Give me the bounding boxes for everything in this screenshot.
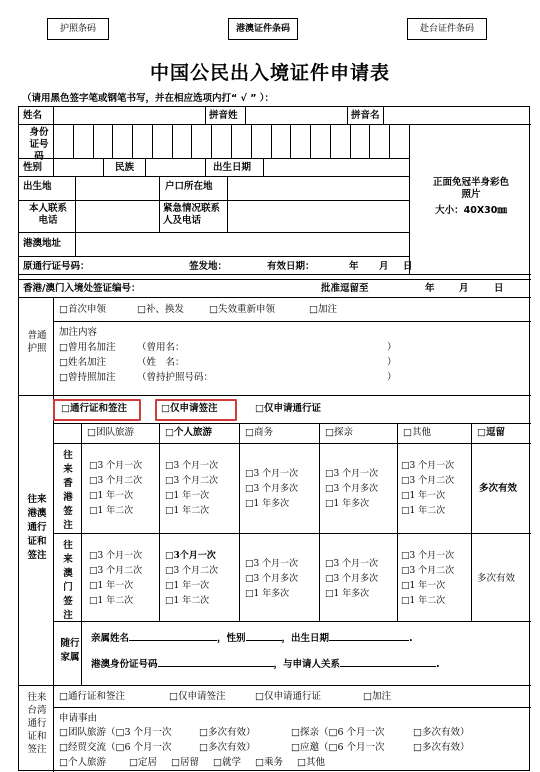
endorse-former-passport-hint: （曾持护照号码： <box>137 372 214 383</box>
valid-day: 日 <box>403 261 413 272</box>
mo-business-options[interactable]: □3 个月一次 □3 个月多次 □1 年多次 <box>245 559 299 599</box>
id-digit-divider <box>93 124 94 158</box>
taiwan-barcode-box: 赴台证件条码 <box>407 18 487 40</box>
col-business[interactable]: □商务 <box>245 427 273 438</box>
name-label: 姓名 <box>23 110 43 121</box>
id-digit-divider <box>369 124 370 158</box>
reason-individual-tour[interactable]: □个人旅游 <box>59 757 106 768</box>
id-digit-divider <box>271 124 272 158</box>
prev-permit-label: 原通行证号码： <box>23 261 90 272</box>
id-digit-divider <box>290 124 291 158</box>
phone-label: 本人联系电话 <box>28 203 67 226</box>
birth-date-label: 出生日期 <box>213 162 252 173</box>
approved-until-label: 批准逗留至 <box>321 283 369 294</box>
valid-date-label: 有效日期： <box>267 261 315 272</box>
passport-option-first[interactable]: □首次申领 <box>59 304 106 315</box>
reason-settle[interactable]: □定居 <box>129 757 157 768</box>
hkmo-barcode-box: 港澳证件条码 <box>228 18 298 40</box>
accompanying-family-label: 随行家属 <box>60 638 80 663</box>
valid-month: 月 <box>379 261 389 272</box>
hk-stay-multiple[interactable]: 多次有效 <box>479 483 518 494</box>
approved-day: 日 <box>494 283 504 294</box>
hukou-label: 户口所在地 <box>165 181 213 192</box>
id-digit-divider <box>389 124 390 158</box>
endorse-former-name-close: ） <box>387 342 397 353</box>
col-family-visit[interactable]: □探亲 <box>325 427 353 438</box>
reason-trade-multi[interactable]: □多次有效） <box>199 742 256 753</box>
id-digit-divider <box>132 124 133 158</box>
hkmo-address-label: 港澳地址 <box>23 238 62 249</box>
id-digit-divider <box>350 124 351 158</box>
taiwan-type-endorse[interactable]: □加注 <box>363 691 391 702</box>
form-instruction: （请用黑色签字笔或钢笔书写，并在相应选项内打“ √ ” ）： <box>22 93 274 104</box>
passport-barcode-box: 护照条码 <box>47 18 109 40</box>
endorse-name-close: ） <box>387 357 397 368</box>
hkmo-section-label: 往来港澳通行证和签注 <box>27 494 47 561</box>
hkmo-type-visa-only[interactable]: □仅申请签注 <box>161 403 218 414</box>
id-digit-divider <box>112 124 113 158</box>
taiwan-type-permit-visa[interactable]: □通行证和签注 <box>59 691 125 702</box>
hk-group-options[interactable]: □3 个月一次 □3 个月二次 □1 年一次 □1 年二次 <box>89 461 143 516</box>
emergency-contact-label: 紧急情况联系人及电话 <box>163 203 221 226</box>
reason-crew[interactable]: □乘务 <box>255 757 283 768</box>
id-digit-divider <box>330 124 331 158</box>
passport-option-endorse[interactable]: □加注 <box>309 304 337 315</box>
approved-month: 月 <box>459 283 469 294</box>
pinyin-given-label: 拼音名 <box>351 110 380 121</box>
mo-other-options[interactable]: □3 个月一次 □3 个月二次 □1 年一次 □1 年二次 <box>401 551 455 606</box>
mo-family-options[interactable]: □3 个月一次 □3 个月多次 □1 年多次 <box>325 559 379 599</box>
reason-study[interactable]: □就学 <box>213 757 241 768</box>
hk-other-options[interactable]: □3 个月一次 □3 个月二次 □1 年一次 □1 年二次 <box>401 461 455 516</box>
col-individual-tour[interactable]: □个人旅游 <box>165 427 212 438</box>
col-stay[interactable]: □逗留 <box>477 427 505 438</box>
id-digit-divider <box>152 124 153 158</box>
reason-invited[interactable]: □应邀（□6 个月一次 <box>291 742 385 753</box>
hk-business-options[interactable]: □3 个月一次 □3 个月多次 □1 年多次 <box>245 469 299 509</box>
highlight-box <box>53 399 141 421</box>
endorse-former-passport-close: ） <box>387 372 397 383</box>
passport-option-reissue[interactable]: □失效重新申领 <box>209 304 275 315</box>
endorse-name-hint: （姓 名： <box>137 357 185 368</box>
id-digit-divider <box>231 124 232 158</box>
form-title: 中国公民出入境证件申请表 <box>149 62 390 84</box>
reason-trade[interactable]: □经贸交流（□6 个月一次 <box>59 742 172 753</box>
pinyin-surname-label: 拼音姓 <box>209 110 238 121</box>
reason-group-tour[interactable]: □团队旅游（□3 个月一次 <box>59 727 172 738</box>
id-digit-divider <box>251 124 252 158</box>
family-line-1[interactable]: 亲属姓名 ，性别 ，出生日期 . <box>91 633 413 644</box>
endorse-former-name-hint: （曾用名： <box>137 342 185 353</box>
passport-option-replace[interactable]: □补、换发 <box>137 304 184 315</box>
photo-size-label: 大小：40X30㎜ <box>435 205 507 216</box>
reason-reside[interactable]: □居留 <box>171 757 199 768</box>
reason-other[interactable]: □其他 <box>297 757 325 768</box>
mo-visa-label: 往来澳门签注 <box>63 540 73 621</box>
approved-year: 年 <box>425 283 435 294</box>
id-digit-divider <box>191 124 192 158</box>
col-other[interactable]: □其他 <box>403 427 431 438</box>
valid-year: 年 <box>349 261 359 272</box>
reason-invited-multi[interactable]: □多次有效） <box>413 742 470 753</box>
reason-group-tour-multi[interactable]: □多次有效） <box>199 727 256 738</box>
id-digit-divider <box>211 124 212 158</box>
hk-family-options[interactable]: □3 个月一次 □3 个月多次 □1 年多次 <box>325 469 379 509</box>
birthplace-label: 出生地 <box>23 181 52 192</box>
taiwan-type-visa-only[interactable]: □仅申请签注 <box>169 691 226 702</box>
gender-label: 性别 <box>23 162 43 173</box>
hk-individual-options[interactable]: □3 个月一次 □3 个月二次 □1 年一次 □1 年二次 <box>165 461 219 516</box>
highlight-box <box>155 399 237 421</box>
endorse-title: 加注内容 <box>59 327 98 338</box>
application-form <box>18 106 530 771</box>
hk-visa-label: 往来香港签注 <box>63 450 73 531</box>
id-number-label: 身份证号码 <box>29 127 49 162</box>
family-line-2[interactable]: 港澳身份证号码 ，与申请人关系 . <box>91 659 440 670</box>
endorse-name[interactable]: □姓名加注 <box>59 357 106 368</box>
passport-section-label: 普通护照 <box>27 330 47 354</box>
id-digit-divider <box>172 124 173 158</box>
application-reason-label: 申请事由 <box>59 713 98 724</box>
reason-family-visit[interactable]: □探亲（□6 个月一次 <box>291 727 385 738</box>
id-digit-divider <box>73 124 74 158</box>
mo-individual-options[interactable]: □3个月一次 □3 个月二次 □1 年一次 □1 年二次 <box>165 551 219 606</box>
endorse-former-name[interactable]: □曾用名加注 <box>59 342 116 353</box>
mo-stay-multiple[interactable]: 多次有效 <box>477 573 516 584</box>
col-group-tour[interactable]: □团队旅游 <box>87 427 134 438</box>
hkmo-type-permit-visa[interactable]: □通行证和签注 <box>61 403 127 414</box>
taiwan-section-label: 往来台湾通行证和签注 <box>27 692 47 755</box>
issue-place-label: 签发地： <box>189 261 228 272</box>
ethnicity-label: 民族 <box>115 162 135 173</box>
id-digit-divider <box>310 124 311 158</box>
hkmo-type-permit-only[interactable]: □仅申请通行证 <box>255 403 321 414</box>
endorse-former-passport[interactable]: □曾持照加注 <box>59 372 116 383</box>
hk-visa-number-label: 香港/澳门入境处签证编号： <box>23 283 141 294</box>
reason-family-visit-multi[interactable]: □多次有效） <box>413 727 470 738</box>
photo-label: 正面免冠半身彩色照片 <box>432 177 509 200</box>
taiwan-type-permit-only[interactable]: □仅申请通行证 <box>255 691 321 702</box>
mo-group-options[interactable]: □3 个月一次 □3 个月二次 □1 年一次 □1 年二次 <box>89 551 143 606</box>
